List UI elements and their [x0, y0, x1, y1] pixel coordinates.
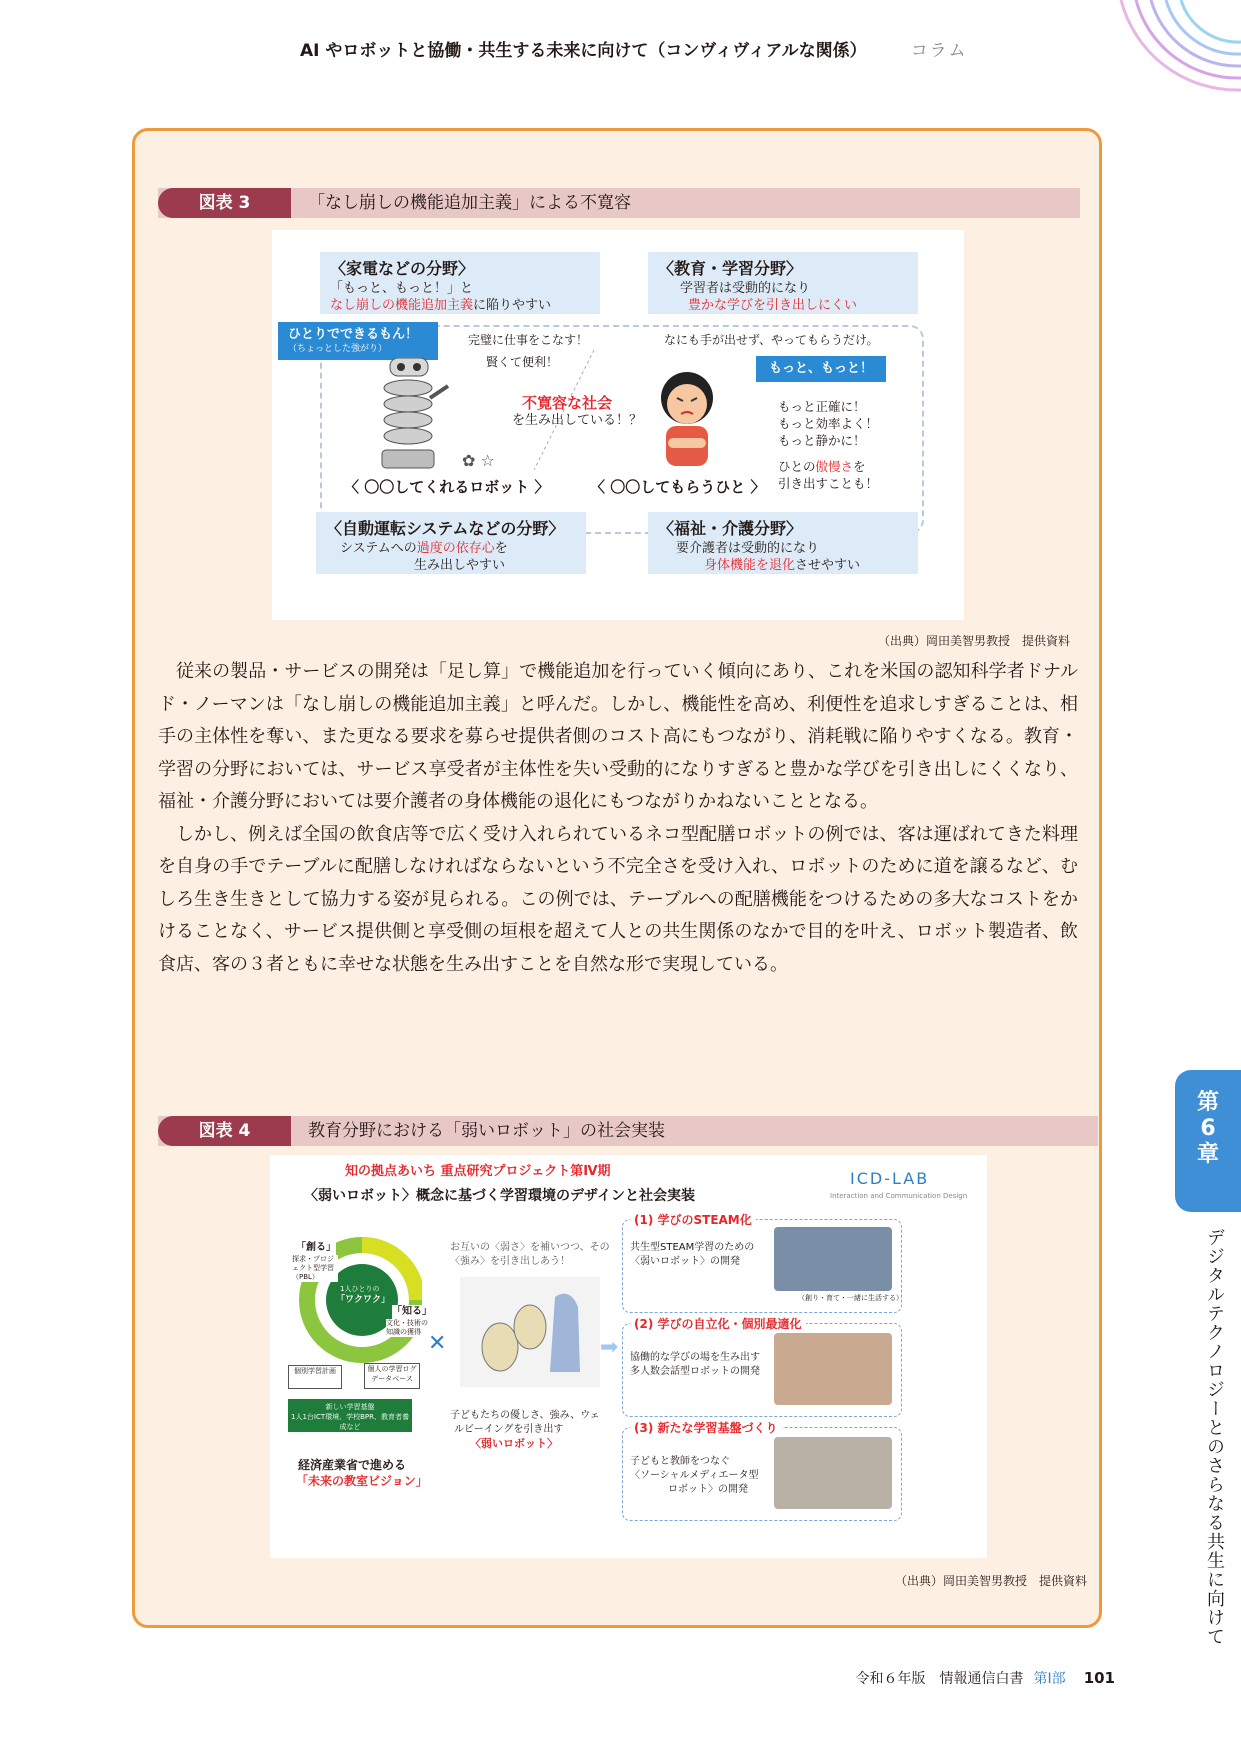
section1-photo [774, 1227, 892, 1291]
figure4-header [158, 1116, 1098, 1146]
label-person: 〈 〇〇してもらうひと 〉 [590, 478, 766, 496]
section2-text2: 多人数会話型ロボットの開発 [630, 1366, 760, 1377]
kid-text-2: ルビーイングを引き出す [454, 1424, 564, 1435]
figure3-title: 「なし崩しの機能追加主義」による不寛容 [308, 193, 631, 213]
base-box-2: 1人1台ICT環境、学校BPR、教育者養成など [290, 1413, 410, 1431]
figure4-source: （出典）岡田美智男教授 提供資料 [895, 1574, 1088, 1588]
section3-photo [774, 1437, 892, 1509]
arrogance-red: 傲慢さ [815, 459, 854, 474]
trash-icon: ✿ ☆ [462, 451, 495, 470]
section3-text1: 子どもと教師をつなぐ [630, 1456, 730, 1467]
cycle-know: 「知る」 [392, 1306, 432, 1317]
box-auto-red: 過度の依存心 [416, 541, 495, 556]
center-label: 不寛容な社会 [522, 394, 613, 412]
box-education-line1: 学習者は受動的になり [680, 281, 811, 296]
chapter-tab[interactable] [1175, 1070, 1241, 1212]
chapter-tab-3: 章 [1196, 1142, 1219, 1167]
log-box: 個人の学習ログデータベース [364, 1363, 420, 1389]
chapter-tab-2: 6 [1200, 1116, 1216, 1141]
figure4-illustration [270, 1155, 987, 1558]
callout-left-sub: （ちょっとした強がり） [288, 344, 388, 354]
section1-text1: 共生型STEAM学習のための [630, 1242, 755, 1253]
body-text [158, 656, 1078, 981]
footer-part: 第Ⅰ部 [1033, 1671, 1066, 1687]
box-appliance-head: 〈家電などの分野〉 [330, 259, 475, 278]
section2-title: (2) 学びの自立化・個別最適化 [630, 1315, 806, 1332]
chapter-tab-1: 第 [1196, 1090, 1219, 1115]
more-quiet: もっと静かに！ [778, 433, 866, 448]
project-title: 知の拠点あいち 重点研究プロジェクト第Ⅳ期 [345, 1164, 611, 1179]
figure3-source: （出典）岡田美智男教授 提供資料 [878, 634, 1071, 648]
callout-left-text: ひとりでできるもん！ [288, 327, 419, 342]
box-auto-post: を [494, 541, 508, 556]
icd-lab-logo: ICD-LAB [850, 1169, 930, 1188]
box-education [648, 252, 918, 314]
section3-text2: 〈ソーシャルメディエータ型 [630, 1470, 759, 1481]
section3-text3: ロボット〉の開発 [668, 1484, 748, 1495]
box-auto-head: 〈自動運転システムなどの分野〉 [326, 519, 565, 538]
section3-title: (3) 新たな学習基盤づくり [630, 1419, 782, 1436]
arrow-right-icon: ➡ [600, 1335, 619, 1360]
arrogance-post: を [853, 459, 866, 474]
figure4-number: 図表 4 [158, 1116, 291, 1146]
box-auto-line2: 生み出しやすい [414, 558, 506, 573]
arrogance-line2: 引き出すことも！ [778, 476, 879, 491]
box-welfare-red: 身体機能を退化 [704, 558, 796, 573]
arrogance-line1 [778, 458, 866, 475]
body-paragraph-1: 従来の製品・サービスの開発は「足し算」で機能追加を行っていく傾向にあり、これを米国の認知科学者ドナルド・ノーマンは「なし崩しの機能追加主義」と呼んだ。しかし、機能性を高め、利便性を追求しすぎることは、相手の主体性を奪い、また更なる要求を募らせ提供者側のコスト高にもつながり、消耗戦に陥りやすくなる。教育・学習の分野においては、サービス享受者が主体性を失い受動的になりすぎると豊かな学びを引き出しにくくなり、福祉・介護分野においては要介護者の身体機能の退化にもつながりかねないこととなる。 [158, 661, 1078, 812]
footer-edition: 令和６年版 情報通信白書 [855, 1671, 1024, 1687]
figure4-title: 教育分野における「弱いロボット」の社会実装 [308, 1121, 665, 1141]
box-appliance-red: なし崩しの機能追加主義 [330, 298, 474, 313]
cycle-create-sub: 探求・プロジェクト型学習（PBL） [292, 1255, 338, 1282]
meti-2: 「未来の教室ビジョン」 [296, 1474, 428, 1488]
footer [856, 1668, 1115, 1688]
cross-icon: ✕ [428, 1331, 447, 1356]
box-welfare [648, 512, 918, 574]
running-header [300, 36, 1000, 61]
box-auto [316, 512, 586, 574]
cycle-create: 「創る」 [296, 1242, 336, 1253]
box-auto-pre: システムへの [340, 541, 417, 556]
box-appliance-line1: 「もっと、もっと！」と [330, 281, 474, 296]
box-appliance-rest: に陥りやすい [473, 298, 552, 313]
angry-person-icon [652, 370, 722, 470]
center-sublabel: を生み出している！？ [512, 413, 643, 428]
section1-title: (1) 学びのSTEAM化 [630, 1211, 756, 1228]
box-welfare-line1: 要介護者は受動的になり [676, 541, 820, 556]
cycle-center-1: 1人ひとりの [340, 1285, 380, 1293]
icd-lab-logo-sub: Interaction and Communication Design [830, 1192, 968, 1200]
meti-1: 経済産業省で進める [298, 1458, 407, 1472]
callout-left [278, 322, 438, 360]
section1-caption: （創り・育て・一緒に生活する） [798, 1294, 903, 1302]
more-efficient: もっと効率よく！ [778, 416, 879, 431]
cycle-center-2: 「ワクワク」 [336, 1295, 391, 1305]
mid-text-1: お互いの〈弱さ〉を補いつつ、その [450, 1242, 610, 1253]
body-paragraph-2: しかし、例えば全国の飲食店等で広く受け入れられているネコ型配膳ロボットの例では、客は運ばれてきた料理を自身の手でテーブルに配膳しなければならないという不完全さを受け入れ、ロボットのために道を譲るなど、むしろ生き生きとして協力する姿が見られる。この例では、テーブルへの配膳機能をつけるための多大なコストをかけることなく、サービス提供側と享受側の垣根を超えて人との共生関係のなかで目的を叶え、ロボット製造者、飲食店、客の３者ともに幸せな状態を生み出すことを自然な形で実現している。 [158, 823, 1078, 975]
label-robot: 〈 〇〇してくれるロボット 〉 [344, 478, 550, 496]
decorative-arcs [1091, 0, 1241, 110]
figure3-number: 図表 3 [158, 188, 291, 218]
figure3-header [158, 188, 1080, 218]
box-education-head: 〈教育・学習分野〉 [658, 259, 803, 278]
callout-right: もっと、もっと！ [756, 356, 886, 382]
cycle-know-sub: 文化・技術の知識の獲得 [386, 1319, 434, 1337]
section2-photo [774, 1333, 892, 1405]
column-label: コラム [910, 41, 968, 61]
arrogance-pre: ひとの [778, 459, 816, 474]
section2-text1: 協働的な学びの場を生み出す [630, 1352, 760, 1363]
base-box-1: 新しい学習基盤 [325, 1403, 375, 1411]
chapter-title: デジタルテクノロジーとのさらなる共生に向けて [1204, 1228, 1225, 1646]
text-nothing: なにも手が出せず、やってもらうだけ。 [664, 333, 879, 347]
base-box [288, 1399, 412, 1432]
plan-box: 個別学習計画 [288, 1365, 342, 1389]
text-smart: 賢くて便利！ [486, 355, 559, 369]
box-education-red: 豊かな学びを引き出しにくい [688, 298, 858, 313]
project-subtitle: 〈弱いロボット〉概念に基づく学習環境のデザインと社会実装 [304, 1188, 696, 1204]
figure3-illustration [272, 230, 964, 620]
text-perfect: 完璧に仕事をこなす！ [468, 333, 589, 347]
section1-text2: 〈弱いロボット〉の開発 [630, 1256, 740, 1267]
box-welfare-head: 〈福祉・介護分野〉 [658, 519, 803, 538]
box-welfare-rest: させやすい [795, 558, 861, 573]
divider-line [534, 350, 604, 470]
kid-text-3: 〈弱いロボット〉 [470, 1437, 558, 1450]
kid-text-1: 子どもたちの優しさ、強み、ウェ [450, 1410, 600, 1421]
robots-illustration [460, 1277, 600, 1387]
robot-icon [368, 358, 458, 478]
header-title: AI やロボットと協働・共生する未来に向けて（コンヴィヴィアルな関係） [300, 41, 867, 61]
page-number: 101 [1083, 1669, 1115, 1687]
box-appliance [320, 252, 600, 314]
mid-text-2: 〈強み〉を引き出しあう！ [450, 1256, 570, 1267]
more-accurate: もっと正確に！ [778, 399, 866, 414]
